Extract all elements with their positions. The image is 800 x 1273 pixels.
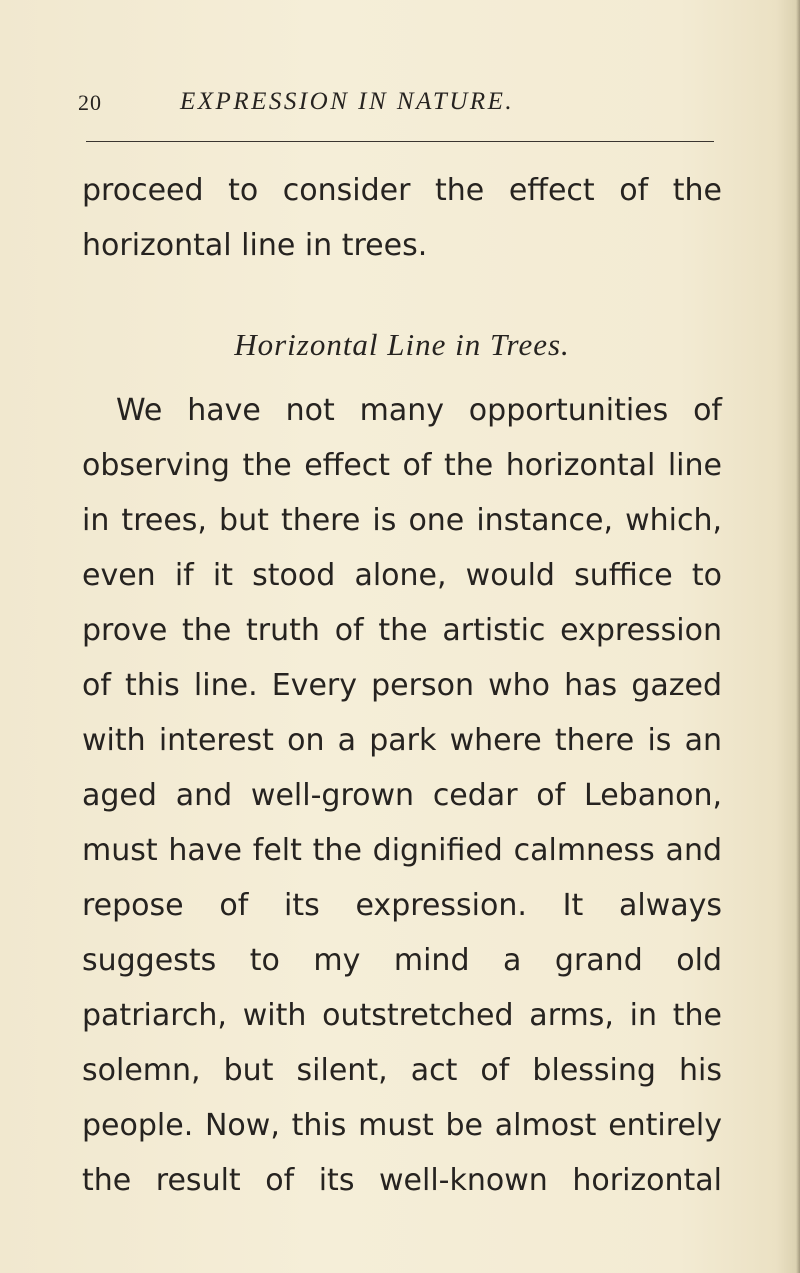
header-rule bbox=[86, 141, 714, 142]
section-title: Horizontal Line in Trees. bbox=[234, 327, 570, 362]
page-number: 20 bbox=[78, 90, 102, 115]
page-header bbox=[0, 90, 800, 130]
body-text bbox=[82, 163, 722, 1208]
opening-paragraph: proceed to consider the effect of the horizontal line in trees. bbox=[82, 173, 722, 263]
running-head: EXPRESSION IN NATURE. bbox=[180, 88, 515, 115]
main-paragraph: We have not many opportunities of observing the effect of the horizontal line in trees, but there is one instance, which, even if it stood alone, would suffice to prove the truth of the artistic expression of this line. Every person who has gazed with interest on a park where there is an aged and well-grown cedar of Lebanon, must have felt the dignified calmness and repose of its expression. It always suggests to my mind a grand old patriarch, with outstretched arms, in the solemn, but silent, act of blessing his people. Now, this must be almost entirely the result of its well-known horizontal bbox=[82, 393, 722, 1198]
page-edge-shadow bbox=[796, 0, 800, 1273]
